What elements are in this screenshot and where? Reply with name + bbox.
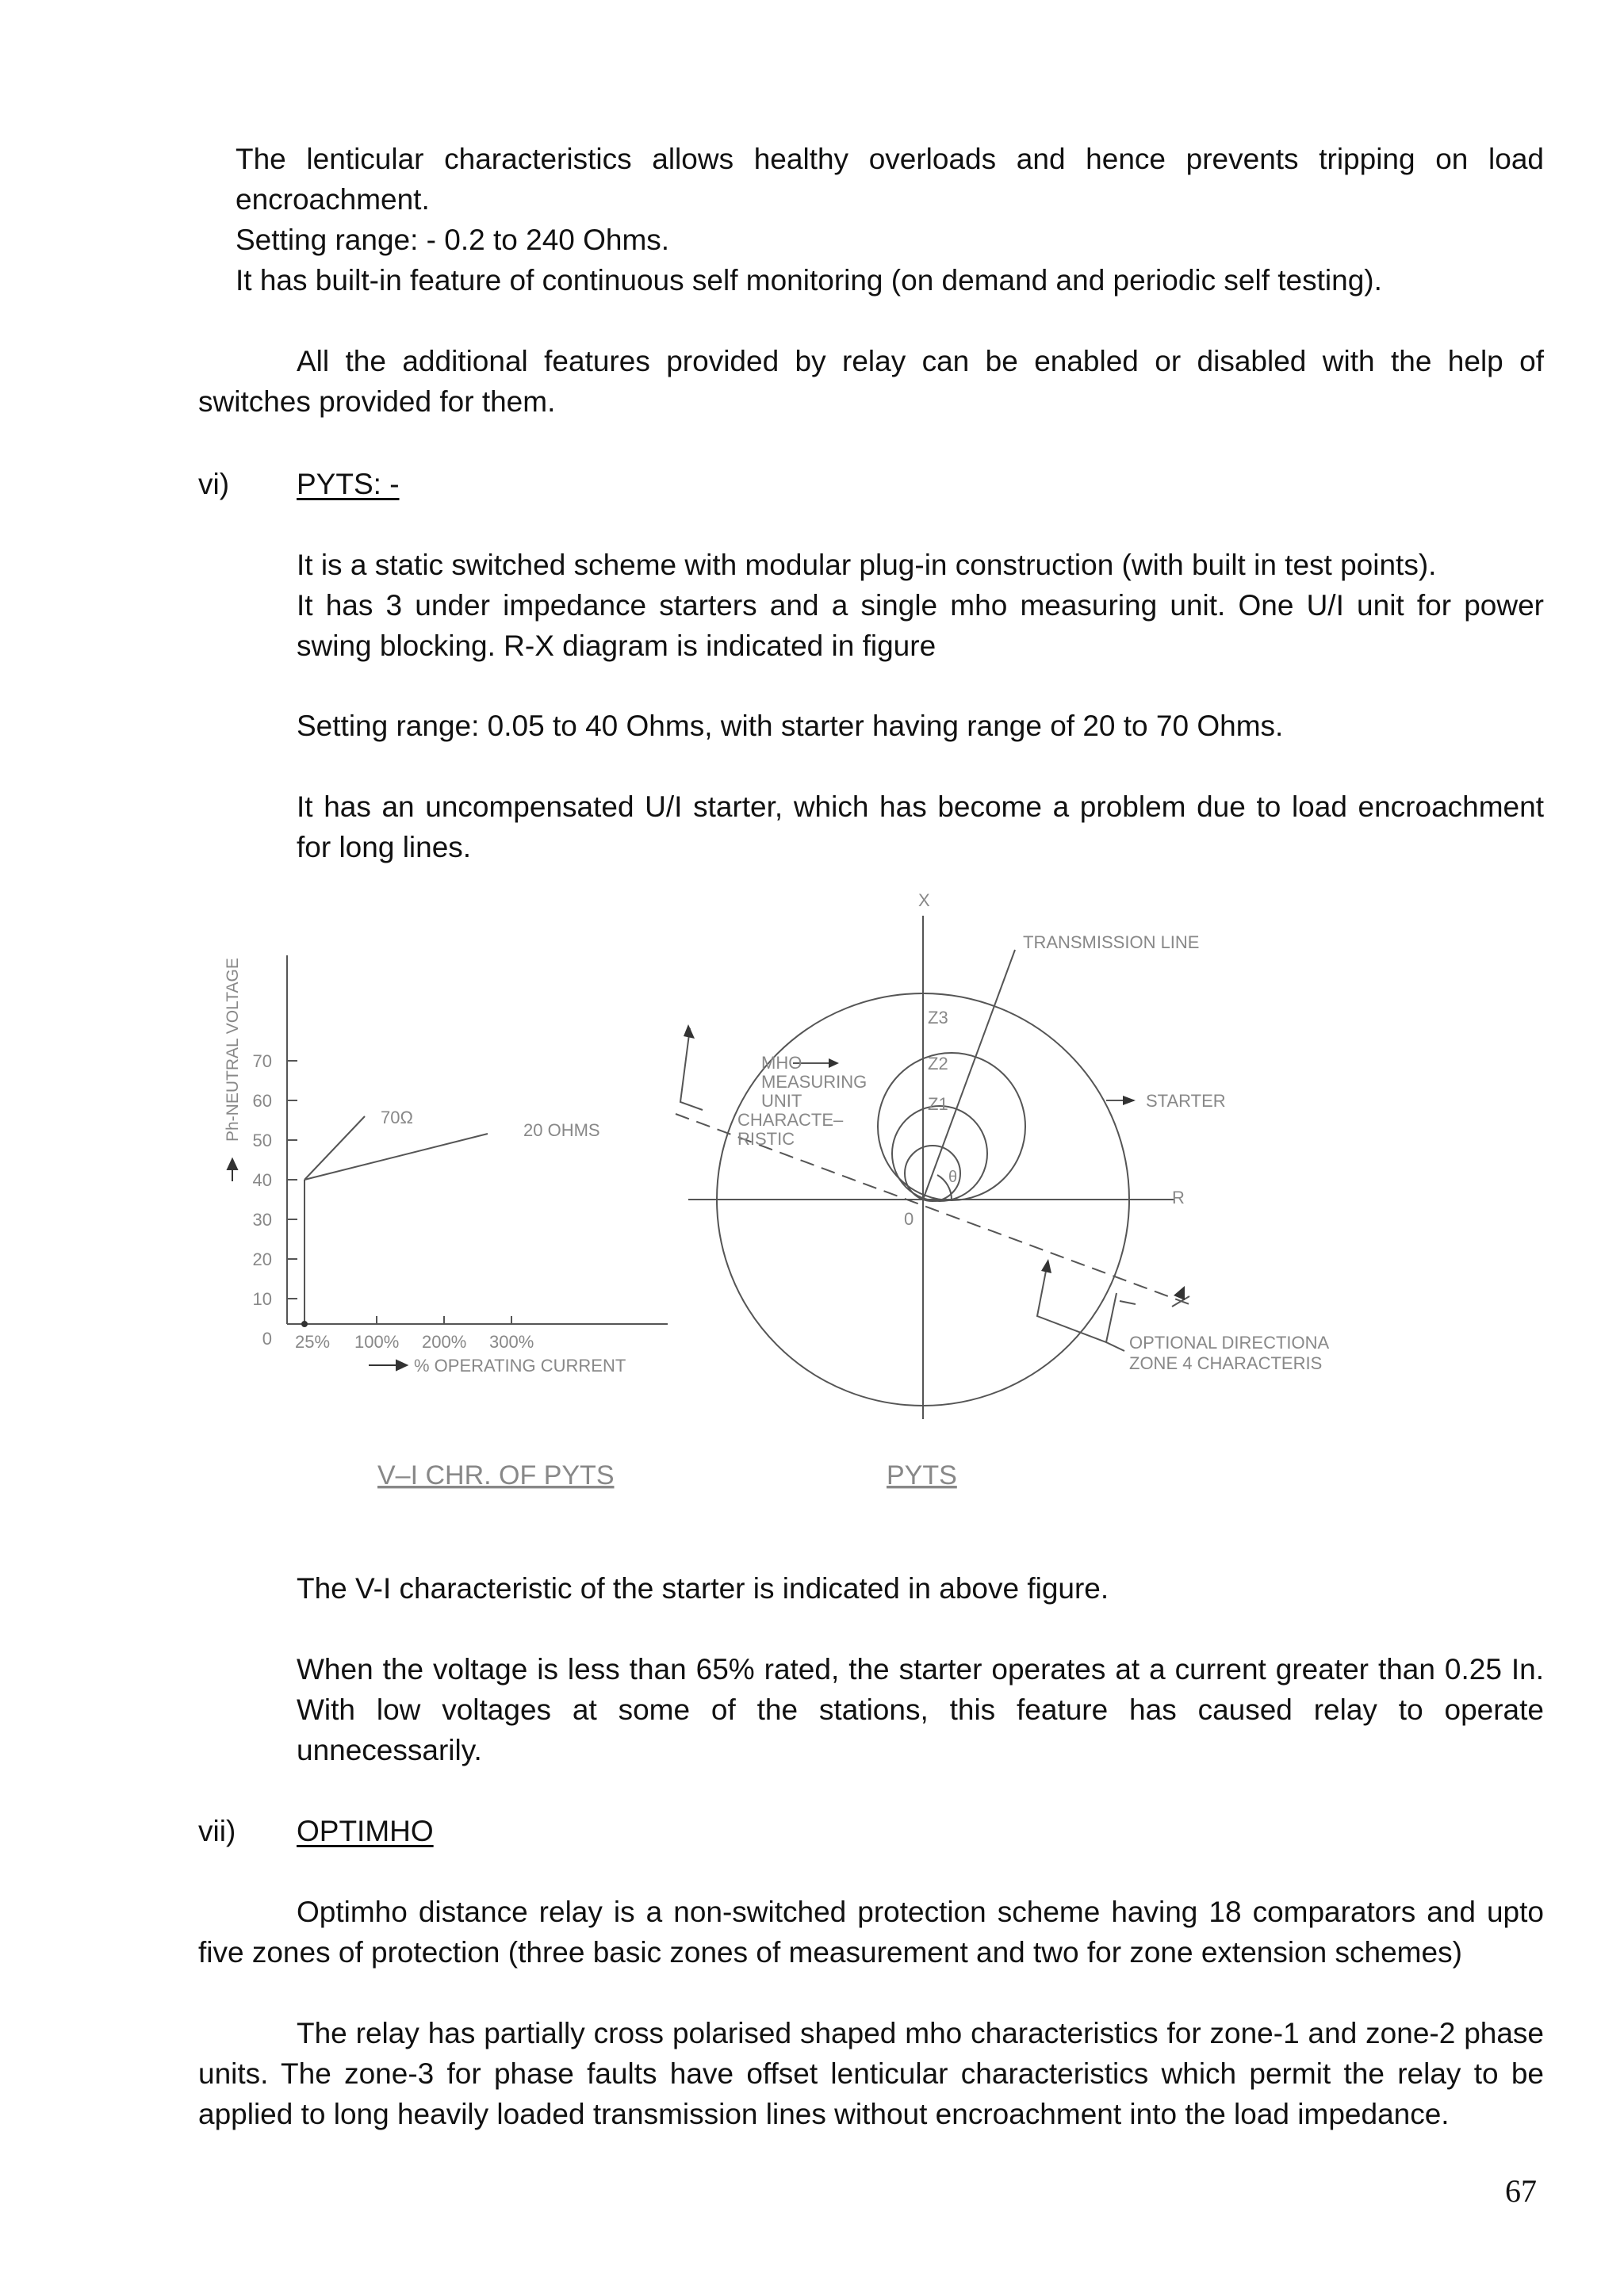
rx-optional-bracket-right bbox=[1037, 1267, 1116, 1342]
vi-x-arrow-icon bbox=[369, 1360, 407, 1370]
rx-caption: PYTS bbox=[887, 1460, 957, 1490]
features-paragraph: All the additional features provided by relay can be enabled or disabled with the help of switches provided for them. bbox=[198, 345, 1544, 418]
rx-mho-label: MHO bbox=[761, 1053, 802, 1073]
rx-mho-label: MEASURING bbox=[761, 1072, 868, 1092]
rx-diagram bbox=[676, 916, 1189, 1419]
section-number-vi: vi) bbox=[198, 468, 230, 500]
vi-x-tick: 25% bbox=[295, 1332, 331, 1352]
pyts-figure bbox=[0, 872, 1624, 1546]
vi-y-tick: 10 bbox=[252, 1289, 272, 1309]
vi-x-tick: 100% bbox=[354, 1332, 400, 1352]
section-heading-pyts: PYTS: - bbox=[297, 468, 400, 500]
rx-transmission-line bbox=[923, 950, 1015, 1200]
optimho-para-1: Optimho distance relay is a non-switched protection scheme having 18 comparators and upto five zones of protection (three basic zones of measurement and two for zone extension schemes) bbox=[198, 1896, 1544, 1969]
rx-x-label: X bbox=[918, 890, 930, 910]
rx-optional-label: ZONE 4 CHARACTERIS bbox=[1129, 1353, 1323, 1373]
page-number: 67 bbox=[1505, 2173, 1537, 2209]
pyts-para-1b: It has 3 under impedance starters and a single mho measuring unit. One U/I unit for power swing blocking. R-X diagram is indicated in figure bbox=[297, 589, 1544, 662]
intro-line-1: The lenticular characteristics allows healthy overloads and hence prevents tripping on load encroachment. bbox=[236, 143, 1544, 216]
vi-y-tick: 20 bbox=[252, 1249, 272, 1269]
rx-arrow-icon bbox=[1041, 1259, 1051, 1273]
vi-y-tick: 50 bbox=[252, 1131, 272, 1150]
section-heading-optimho: OPTIMHO bbox=[297, 1815, 434, 1847]
rx-starter-label: STARTER bbox=[1146, 1091, 1226, 1111]
optimho-para-2: The relay has partially cross polarised shaped mho characteristics for zone-1 and zone-2 phase units. The zone-3 for phase faults have offset lenticular characteristics which permit the relay to be applied to long heavily loaded transmission lines without encroachment into the load impedance. bbox=[198, 2017, 1544, 2130]
rx-transmission-line-label: TRANSMISSION LINE bbox=[1023, 932, 1200, 952]
rx-z3-label: Z3 bbox=[928, 1008, 948, 1027]
intro-line-2: Setting range: - 0.2 to 240 Ohms. bbox=[236, 224, 670, 256]
rx-mho-label: RISTIC bbox=[737, 1129, 795, 1149]
vi-70-ohm-line bbox=[304, 1116, 365, 1180]
rx-r-label: R bbox=[1172, 1188, 1185, 1207]
vi-y-axis-label: Ph-NEUTRAL VOLTAGE bbox=[224, 958, 242, 1142]
rx-z2-label: Z2 bbox=[928, 1054, 948, 1073]
intro-line-3: It has built-in feature of continuous self monitoring (on demand and periodic self testing). bbox=[236, 264, 1382, 297]
vi-characteristic-chart bbox=[287, 955, 668, 1324]
vi-y-tick: 0 bbox=[262, 1329, 272, 1349]
section-number-vii: vii) bbox=[198, 1815, 236, 1847]
rx-optional-label: OPTIONAL DIRECTIONA bbox=[1129, 1333, 1330, 1353]
rx-z1-label: Z1 bbox=[928, 1094, 948, 1114]
vi-20-ohm-line bbox=[304, 1134, 488, 1180]
vi-y-tick: 30 bbox=[252, 1210, 272, 1230]
pyts-para-2: Setting range: 0.05 to 40 Ohms, with starter having range of 20 to 70 Ohms. bbox=[297, 710, 1284, 742]
vi-caption: V–I CHR. OF PYTS bbox=[377, 1460, 615, 1490]
rx-theta-label: θ bbox=[948, 1169, 958, 1186]
rx-arrow-icon bbox=[1174, 1286, 1185, 1300]
vi-x-tick: 200% bbox=[422, 1332, 467, 1352]
vi-label-70-ohm: 70Ω bbox=[381, 1108, 413, 1127]
voltage-paragraph: When the voltage is less than 65% rated, the starter operates at a current greater than 0.25 In. With low voltages at some of the stations, this feature has caused relay to operate unnecessarily. bbox=[297, 1653, 1544, 1766]
vi-y-tick: 70 bbox=[252, 1051, 272, 1071]
rx-arrow-icon bbox=[829, 1058, 839, 1068]
rx-mho-label: CHARACTE– bbox=[737, 1110, 844, 1130]
rx-optional-bracket-left bbox=[680, 1028, 703, 1110]
vi-y-tick: 60 bbox=[252, 1091, 272, 1111]
vi-x-tick: 300% bbox=[489, 1332, 534, 1352]
vi-x-axis-label: % OPERATING CURRENT bbox=[414, 1356, 626, 1376]
rx-arrow-icon bbox=[1123, 1096, 1136, 1105]
vi-description-paragraph: The V-I characteristic of the starter is indicated in above figure. bbox=[297, 1572, 1109, 1605]
vi-origin-dot bbox=[301, 1321, 308, 1327]
pyts-para-3: It has an uncompensated U/I starter, which has become a problem due to load encroachment for long lines. bbox=[297, 790, 1544, 863]
vi-label-20-ohms: 20 OHMS bbox=[523, 1120, 600, 1140]
rx-arrow-icon bbox=[684, 1024, 695, 1039]
rx-mho-label: UNIT bbox=[761, 1091, 802, 1111]
pyts-para-1a: It is a static switched scheme with modular plug-in construction (with built in test points). bbox=[297, 549, 1437, 581]
vi-y-arrow-icon bbox=[228, 1159, 237, 1181]
rx-origin-label: 0 bbox=[904, 1209, 914, 1229]
vi-y-tick: 40 bbox=[252, 1170, 272, 1190]
